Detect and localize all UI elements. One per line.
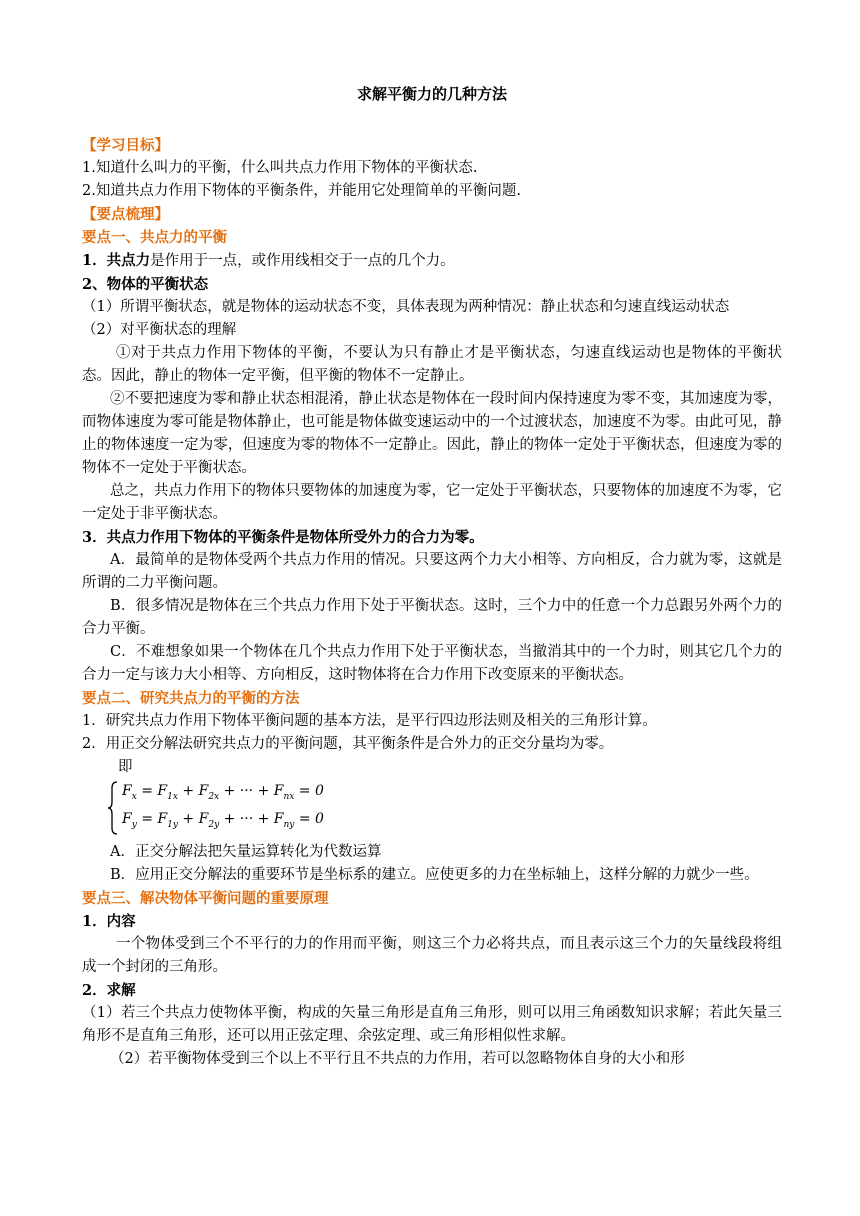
goal-1: 1.知道什么叫力的平衡，什么叫共点力作用下物体的平衡状态. [82, 160, 478, 176]
point1-item3a: A．最简单的是物体受两个共点力作用的情况。只要这两个力大小相等、方向相反，合力就为零，这就是所谓的二力平衡问题。 [82, 552, 782, 591]
goals-header: 【学习目标】 [82, 137, 169, 154]
point1-item2-2: （2）对平衡状态的理解 [82, 322, 237, 338]
point3-item2: 2．求解 [82, 982, 136, 999]
point1-item1 [82, 249, 782, 273]
point2-a: A．正交分解法把矢量运算转化为代数运算 [110, 844, 382, 860]
equilibrium-formula [108, 781, 782, 839]
point1-item2-2b: ②不要把速度为零和静止状态相混淆，静止状态是物体在一段时间内保持速度为零不变，其加速度为零，而物体速度为零可能是物体静止，也可能是物体做变速运动中的一个过渡状态，加速度不为零。由此可见，静止的物体速度一定为零，但速度为零的物体不一定静止。因此，静止的物体一定处于平衡状态，但速度为零的物体不一定处于平衡状态。 [82, 391, 782, 476]
point3-item2b: （2）若平衡物体受到三个以上不平行且不共点的力作用，若可以忽略物体自身的大小和形 [110, 1051, 685, 1067]
point1-header: 要点一、共点力的平衡 [82, 229, 227, 246]
point2-header: 要点二、研究共点力的平衡的方法 [82, 690, 300, 707]
point3-item2a: （1）若三个共点力使物体平衡，构成的矢量三角形是直角三角形，则可以用三角函数知识求解；若此矢量三角形不是直角三角形，还可以用正弦定理、余弦定理、或三角形相似性求解。 [82, 1005, 782, 1044]
point1-item3c: C．不难想象如果一个物体在几个共点力作用下处于平衡状态，当撤消其中的一个力时，则其它几个力的合力一定与该力大小相等、方向相反，这时物体将在合力作用下改变原来的平衡状态。 [82, 644, 782, 683]
summary-header: 【要点梳理】 [82, 206, 169, 223]
brace-icon [108, 781, 118, 835]
point1-item1-text: 是作用于一点，或作用线相交于一点的几个力。 [150, 253, 455, 269]
point3-header: 要点三、解决物体平衡问题的重要原理 [82, 890, 329, 907]
point2-item2: 2．用正交分解法研究共点力的平衡问题，其平衡条件是合外力的正交分量均为零。 [82, 736, 614, 752]
formula-row-y: $F_y = F_{1y} + F_{2y}$ + ··· + $F_{ny} = 0$ [122, 811, 324, 830]
point1-item1-term: 1．共点力 [82, 252, 151, 269]
page-title: 求解平衡力的几种方法 [356, 85, 507, 103]
formula-row-x: $F_x = F_{1x} + F_{2x}$ + ··· + $F_{nx} = 0$ [122, 783, 324, 802]
point2-ji: 即 [118, 759, 133, 775]
point1-item2-1: （1）所谓平衡状态，就是物体的运动状态不变，具体表现为两种情况：静止状态和匀速直线运动状态 [82, 299, 730, 315]
point1-item3: 3．共点力作用下物体的平衡条件是物体所受外力的合力为零。 [82, 529, 484, 546]
point1-item2: 2、物体的平衡状态 [82, 276, 209, 293]
goal-2: 2.知道共点力作用下物体的平衡条件，并能用它处理简单的平衡问题. [82, 183, 521, 199]
point2-item1: 1．研究共点力作用下物体平衡问题的基本方法，是平行四边形法则及相关的三角形计算。 [82, 713, 657, 729]
point3-item1: 1．内容 [82, 913, 136, 930]
point1-item2-2c: 总之，共点力作用下的物体只要物体的加速度为零，它一定处于平衡状态，只要物体的加速度不为零，它一定处于非平衡状态。 [82, 483, 782, 522]
point1-item2-2a: ①对于共点力作用下物体的平衡，不要认为只有静止才是平衡状态，匀速直线运动也是物体的平衡状态。因此，静止的物体一定平衡，但平衡的物体不一定静止。 [82, 345, 782, 384]
point3-item1a: 一个物体受到三个不平行的力的作用而平衡，则这三个力必将共点，而且表示这三个力的矢量线段将组成一个封闭的三角形。 [82, 936, 782, 975]
point1-item3b: B．很多情况是物体在三个共点力作用下处于平衡状态。这时，三个力中的任意一个力总跟另外两个力的合力平衡。 [82, 598, 782, 637]
document-page [82, 84, 782, 1071]
point2-b: B．应用正交分解法的重要环节是坐标系的建立。应使更多的力在坐标轴上，这样分解的力就少一些。 [110, 867, 759, 883]
